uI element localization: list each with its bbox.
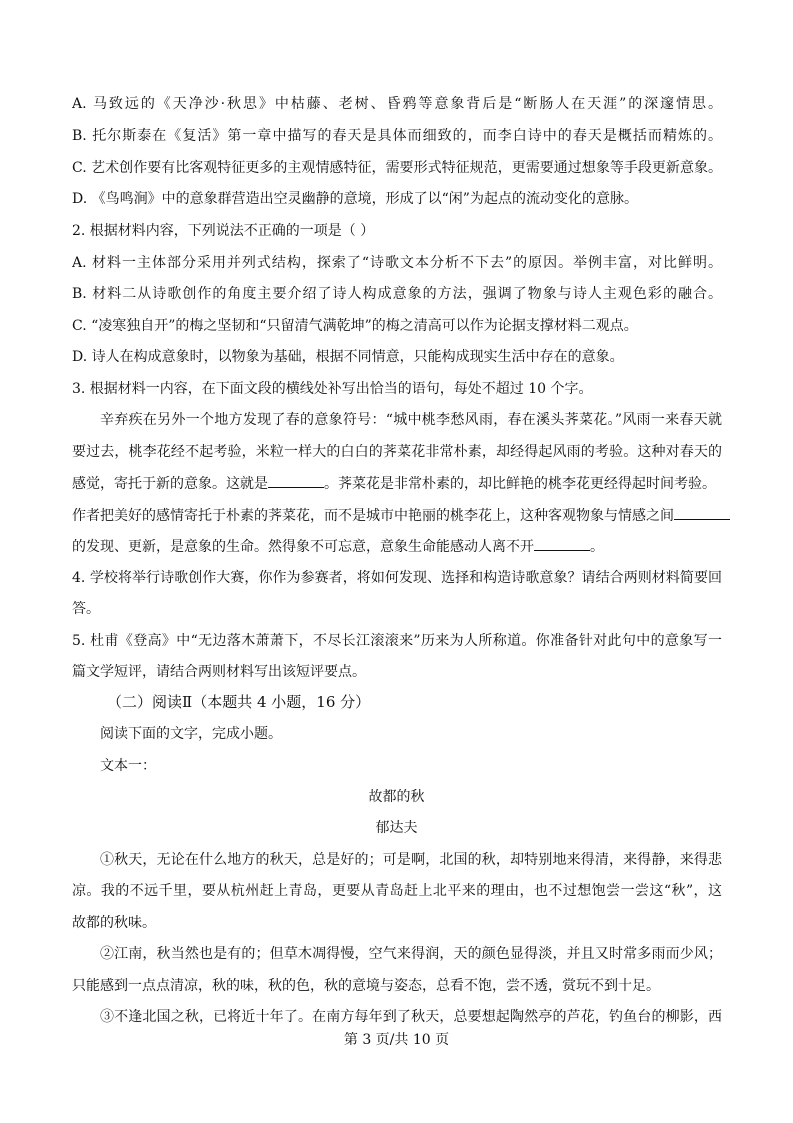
q3-passage-text: 。荠菜花是非常朴素的，却比鲜艳的桃李花更经得起时间考验。 bbox=[324, 476, 716, 492]
q1-option-b: B. 托尔斯泰在《复活》第一章中描写的春天是具体而细致的，而李白诗中的春天是概括而精炼的。 bbox=[72, 128, 722, 144]
paragraph-line: ②江南，秋当然也是有的；但草木凋得慢，空气来得润，天的颜色显得淡，并且又时常多雨而少风； bbox=[100, 946, 722, 962]
text-label: 文本一： bbox=[100, 758, 156, 774]
paragraph-line: 只能感到一点点清凉，秋的味，秋的色，秋的意境与姿态，总看不饱，尝不透，赏玩不到十足。 bbox=[72, 978, 660, 994]
q5-line: 5. 杜甫《登高》中“无边落木萧萧下，不尽长江滚滚来”历来为人所称道。你准备针对此句中的意象写一 bbox=[72, 633, 722, 649]
q1-option-c: C. 艺术创作要有比客观特征更多的主观情感特征，需要形式特征规范，更需要通过想象等手段更新意象。 bbox=[72, 160, 722, 176]
paragraph-line: ①秋天，无论在什么地方的秋天，总是好的；可是啊，北国的秋，却特别地来得清，来得静，来得悲 bbox=[100, 852, 722, 868]
q3-passage-text: 的发现、更新，是意象的生命。然得象不可忘意，意象生命能感动人离不开 bbox=[72, 539, 534, 555]
q4-line: 答。 bbox=[72, 601, 100, 617]
q2-option-a: A. 材料一主体部分采用并列式结构，探索了“诗歌文本分析不下去”的原因。举例丰富，对比鲜明。 bbox=[72, 255, 722, 271]
section-heading: （二）阅读Ⅱ（本题共 4 小题，16 分） bbox=[107, 693, 371, 711]
q3-passage-line bbox=[72, 505, 730, 526]
answer-blank[interactable] bbox=[268, 473, 324, 488]
q3-passage-text: 感觉，寄托于新的意象。这就是 bbox=[72, 476, 268, 492]
q2-option-b: B. 材料二从诗歌创作的角度主要介绍了诗人构成意象的方法，强调了物象与诗人主观色彩的融合。 bbox=[72, 286, 722, 302]
q3-passage-line bbox=[72, 473, 716, 494]
q5-line: 篇文学短评，请结合两则材料写出该短评要点。 bbox=[72, 664, 366, 680]
section-instruction: 阅读下面的文字，完成小题。 bbox=[100, 726, 282, 742]
q1-option-a: A. 马致远的《天净沙·秋思》中枯藤、老树、昏鸦等意象背后是“断肠人在天涯”的深邃情思。 bbox=[72, 96, 722, 112]
q4-line: 4. 学校将举行诗歌创作大赛，你作为参赛者，将如何发现、选择和构造诗歌意象？请结合两则材料简要回 bbox=[72, 570, 722, 586]
answer-blank[interactable] bbox=[674, 505, 730, 520]
passage-author: 郁达夫 bbox=[375, 820, 418, 836]
q1-option-d: D. 《鸟鸣涧》中的意象群营造出空灵幽静的意境，形成了以“闲”为起点的流动变化的意脉。 bbox=[72, 191, 638, 207]
q2-option-d: D. 诗人在构成意象时，以物象为基础，根据不同情意，只能构成现实生活中存在的意象。 bbox=[72, 349, 624, 365]
paragraph-line: ③不逢北国之秋，已将近十年了。在南方每年到了秋天，总要想起陶然亭的芦花，钓鱼台的柳影，西 bbox=[100, 1009, 722, 1025]
q3-passage-text: 。 bbox=[590, 539, 604, 555]
q3-passage-line: 要过去，桃李花经不起考验，米粒一样大的白白的荠菜花非常朴素，却经得起风雨的考验。这种对春天的 bbox=[72, 444, 722, 460]
q3-passage-line bbox=[72, 536, 604, 557]
paragraph-line: 故都的秋味。 bbox=[72, 915, 156, 931]
q3-stem: 3. 根据材料一内容，在下面文段的横线处补写出恰当的语句，每处不超过 10 个字。 bbox=[72, 381, 593, 397]
q2-stem: 2. 根据材料内容，下列说法不正确的一项是（ ） bbox=[72, 223, 375, 239]
q2-option-c: C. “凌寒独自开”的梅之坚韧和“只留清气满乾坤”的梅之清高可以作为论据支撑材料二观点。 bbox=[72, 318, 638, 334]
answer-blank[interactable] bbox=[534, 536, 590, 551]
q3-passage-text: 作者把美好的感情寄托于朴素的荠菜花，而不是城市中艳丽的桃李花上，这种客观物象与情感之间 bbox=[72, 508, 674, 524]
q3-passage-line: 辛弃疾在另外一个地方发现了春的意象符号：“城中桃李愁风雨，春在溪头荠菜花。”风雨一来春天就 bbox=[100, 412, 722, 428]
paragraph-line: 凉。我的不远千里，要从杭州赶上青岛，更要从青岛赶上北平来的理由，也不过想饱尝一尝这“秋”，这 bbox=[72, 883, 722, 899]
page-number: 第 3 页/共 10 页 bbox=[343, 1032, 450, 1048]
passage-title: 故都的秋 bbox=[368, 789, 425, 805]
